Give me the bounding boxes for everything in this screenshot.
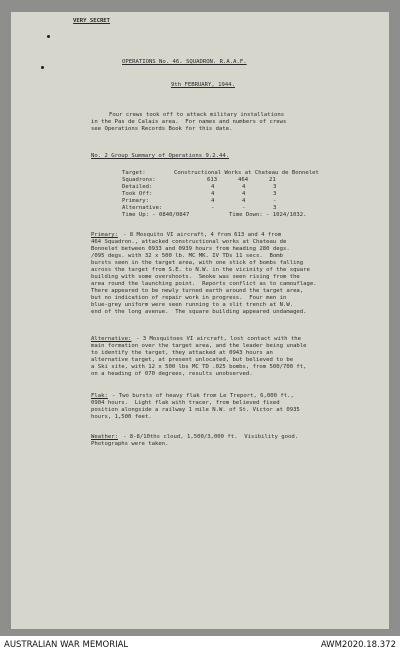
summary-label: Took Off: bbox=[122, 191, 153, 197]
summary-cell: - bbox=[242, 205, 246, 211]
primary-line: area round the launching point. Reports conflict as to camouflage. bbox=[91, 281, 317, 287]
summary-cell: 4 bbox=[242, 184, 246, 190]
classification-heading: VERY SECRET bbox=[73, 18, 111, 24]
summary-cell: - bbox=[211, 205, 215, 211]
summary-cell: - bbox=[273, 198, 277, 204]
primary-line: across the target from S.E. to N.W. in the vicinity of the square bbox=[91, 267, 310, 273]
summary-cell: 613 bbox=[207, 177, 218, 183]
summary-cell: 3 bbox=[273, 191, 277, 197]
summary-label: Primary: bbox=[122, 198, 149, 204]
intro-line-1: Four crews took off to attack military installations bbox=[109, 112, 285, 118]
document-date: 9th FEBRUARY, 1944. bbox=[171, 82, 235, 88]
summary-cell: 21 bbox=[269, 177, 276, 183]
summary-cell: 4 bbox=[211, 198, 215, 204]
summary-heading: No. 2 Group Summary of Operations 9.2.44. bbox=[91, 153, 230, 159]
time-up: Time Up: - 0840/0847 bbox=[122, 212, 190, 218]
flak-line: 0904 hours. Light flak with tracer, from believed fixed bbox=[91, 400, 280, 406]
primary-line: 464 Squadron., attacked constructional works at Chateau de bbox=[91, 239, 287, 245]
summary-label: Detailed: bbox=[122, 184, 153, 190]
summary-cell: 4 bbox=[211, 191, 215, 197]
time-down: Time Down: - 1024/1032. bbox=[229, 212, 307, 218]
primary-line: /095 degs. with 32 x 500 lb. MC MK. IV TDs 11 secs. Bomb bbox=[91, 253, 283, 259]
alternative-line: - 3 Mosquitoes VI aircraft, lost contact with the bbox=[136, 336, 302, 342]
document-title: OPERATIONS No. 46. SQUADRON. R.A.A.F. bbox=[122, 59, 247, 65]
summary-target-value: Constructional Works at Chateau de Bonnelet bbox=[174, 170, 319, 176]
flak-label: Flak: bbox=[91, 393, 108, 399]
primary-line: end of the long avenue. The square building appeared undamaged. bbox=[91, 309, 307, 315]
primary-label: Primary: bbox=[91, 232, 118, 238]
document-page bbox=[11, 12, 389, 629]
flak-line: position alongside a railway 1 mile N.W. of St. Victor at 0935 bbox=[91, 407, 300, 413]
weather-line: - 8-8/10ths cloud, 1,500/3,000 ft. Visibility good. bbox=[123, 434, 299, 440]
summary-label: Alternative: bbox=[122, 205, 163, 211]
primary-line: Bonnelet between 0933 and 0939 hours from heading 280 degs. bbox=[91, 246, 290, 252]
primary-line: There appeared to be newly turned earth around the target area, bbox=[91, 288, 304, 294]
summary-cell: 4 bbox=[242, 191, 246, 197]
footer-institution: AUSTRALIAN WAR MEMORIAL bbox=[4, 640, 129, 650]
summary-cell: 464 bbox=[238, 177, 249, 183]
intro-line-2: in the Pas de Calais area. For names and numbers of crews bbox=[91, 119, 287, 125]
punch-hole-top bbox=[47, 35, 50, 38]
primary-line: - 8 Mosquito VI aircraft, 4 from 613 and 4 from bbox=[123, 232, 282, 238]
alternative-line: a Ski site, with 12 x 500 lbs MC TD .025 bombs, from 500/700 ft, bbox=[91, 364, 307, 370]
summary-cell: 4 bbox=[211, 184, 215, 190]
footer-bar bbox=[0, 636, 400, 653]
summary-cell: 4 bbox=[242, 198, 246, 204]
alternative-line: to identify the target, they attacked at 0943 hours an bbox=[91, 350, 273, 356]
primary-line: bursts seen in the target area, with one stick of bombs falling bbox=[91, 260, 304, 266]
flak-line: - Two bursts of heavy flak from Le Treport, 6,000 ft., bbox=[112, 393, 294, 399]
alternative-label: Alternative: bbox=[91, 336, 132, 342]
punch-hole-bottom bbox=[41, 66, 44, 69]
alternative-line: alternative target, at present unlocated, but believed to be bbox=[91, 357, 294, 363]
primary-line: but no indication of repair work in progress. Four men in bbox=[91, 295, 287, 301]
alternative-line: on a heading of 070 degrees, results unobserved. bbox=[91, 371, 253, 377]
primary-line: blue-grey uniform were seen running to a slit trench at N.W. bbox=[91, 302, 294, 308]
weather-line: Photographs were taken. bbox=[91, 441, 169, 447]
intro-line-3: see Operations Records Book for this date. bbox=[91, 126, 233, 132]
summary-label: Squadrons: bbox=[122, 177, 156, 183]
summary-label: Target: bbox=[122, 170, 146, 176]
summary-cell: 3 bbox=[273, 205, 277, 211]
summary-cell: 3 bbox=[273, 184, 277, 190]
footer-accession-number: AWM2020.18.372 bbox=[320, 640, 396, 650]
primary-line: building with some overshoots. Smoke was seen rising from the bbox=[91, 274, 300, 280]
flak-line: hours, 1,500 feet. bbox=[91, 414, 152, 420]
alternative-line: main formation over the target area, and the leader being unable bbox=[91, 343, 307, 349]
weather-label: Weather: bbox=[91, 434, 118, 440]
